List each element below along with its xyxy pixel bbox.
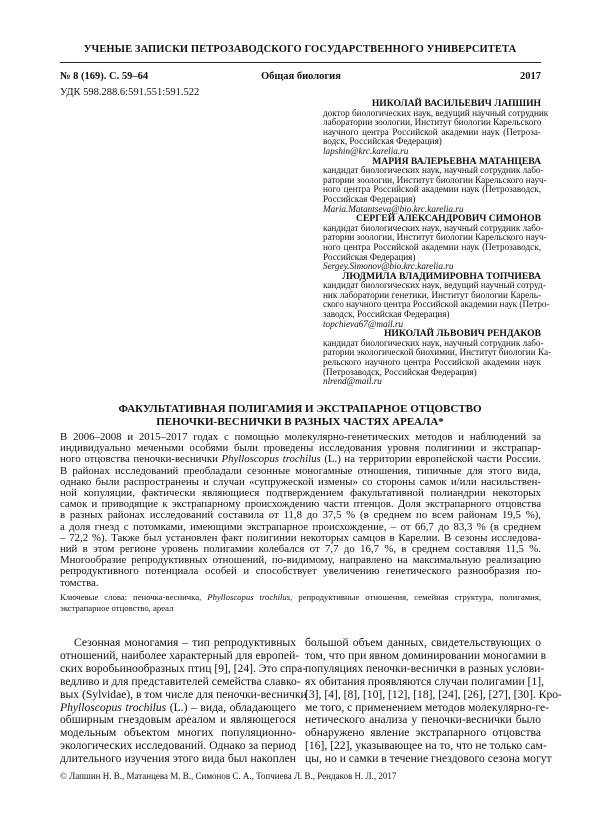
author-block	[323, 270, 550, 330]
text-line: ских воробьинообразных птиц [9], [24]. Это спра-	[60, 661, 307, 675]
text-line: кандидат биологических наук, научный сотрудник лабо-	[323, 222, 544, 233]
text-line: кандидат биологических наук, научный сотрудник лабо-	[323, 337, 544, 348]
body-column-left	[60, 636, 307, 766]
issue-number: № 8 (169). С. 59–64	[60, 71, 149, 82]
text-line: ме того, с применением методов молекулярно-ге-	[305, 700, 550, 714]
text-line: заводск, Российская Федерация)	[323, 309, 450, 320]
text-line: популяциях пеночки-веснички в разных услови-	[305, 661, 545, 675]
author-name: НИКОЛАЙ ЛЬВОВИЧ РЕНДАКОВ	[383, 328, 541, 340]
text-line: нетического анализа у пеночки-веснички было	[305, 713, 541, 727]
author-email[interactable]: lapshin@krc.karelia.ru	[323, 145, 409, 156]
author-email[interactable]: nlrend@mail.ru	[323, 376, 382, 387]
text-line: водск, Российская Федерация)	[323, 136, 442, 147]
text-line: кандидат биологических наук, научный сотрудник лабо-	[323, 165, 544, 176]
text-line: ратории зоологии, Институт биологии Карельского науч-	[323, 174, 547, 185]
text-line: репродуктивного потенциала особей и способствует увеличению генетического разнообразия по-	[60, 565, 541, 578]
text-line: ратории экологической биохимии, Институт биологии Ка-	[323, 347, 552, 358]
text-segment: Ключевые слова: пеночка-весничка,	[60, 592, 208, 602]
text-line: ний в этом регионе уровень полигамии колебался от 7,7 до 16,7 %, в среднем составляя 11,5 %.	[60, 543, 541, 556]
text-line: ратории зоологии, Институт биологии Карельского науч-	[323, 232, 547, 243]
text-line: [16], [22], указывающее на то, что не только сам-	[305, 739, 547, 753]
text-line: ведливо и для представителей семейства славко-	[60, 674, 301, 688]
text-line: однако были распространены и случаи «супружеской измены» со стороны самок и/или насильствен-	[60, 475, 541, 488]
text-line: ского научного центра Российской академии наук (Петро-	[323, 299, 550, 310]
text-line: большой объем данных, свидетельствующих о	[305, 636, 541, 649]
text-line: – 72,2 %). Также был установлен факт полигинии некоторых самцов в Карелии. В сезоны исследова-	[60, 531, 541, 544]
text-line: В районах исследований преобладали сезонные моногамные отношения, типичные для этого вида,	[60, 464, 541, 477]
author-email[interactable]: Maria.Matantseva@bio.krc.karelia.ru	[323, 203, 464, 214]
text-line: индивидуально мечеными особями были проведены исследования уровня полигинии и экстрапар-	[60, 442, 541, 455]
text-line: экстрапарное отцовство, ареал	[60, 602, 174, 613]
journal-title: УЧЕНЫЕ ЗАПИСКИ ПЕТРОЗАВОДСКОГО ГОСУДАРСТВЕННОГО УНИВЕРСИТЕТА	[83, 44, 517, 55]
text-line: ник лаборатории генетики, Институт биологии Карель-	[323, 289, 541, 300]
author-email[interactable]: topchieva67@mail.ru	[323, 318, 404, 329]
text-line: ного центра Российской академии наук (Петрозаводск,	[323, 184, 541, 195]
text-line: Российская Федерация)	[323, 251, 416, 262]
text-line: а доля гнезд с потомками, имеющими экстрапарное происхождение, – от 66,7 до 83,3 % (в среднем	[60, 520, 541, 533]
text-line: цы, но и самки в течение гнездового сезона могут	[305, 752, 552, 766]
author-affiliation	[323, 337, 552, 377]
author-affiliation	[323, 222, 547, 262]
text-line: В 2006–2008 и 2015–2017 годах с помощью молекулярно-генетических методов и наблюдений за	[60, 431, 541, 443]
species-name: Phylloscopus trochilus	[207, 592, 291, 602]
title-line: ФАКУЛЬТАТИВНАЯ ПОЛИГАМИЯ И ЭКСТРАПАРНОЕ ОТЦОВСТВО	[118, 403, 482, 415]
text-segment: ного отцовства пеночки-веснички	[60, 453, 222, 466]
header-rule	[60, 62, 541, 63]
author-affiliation	[323, 280, 550, 320]
text-line: рельского научного центра Российской академии наук	[323, 357, 541, 368]
author-block	[323, 213, 547, 272]
text-line: в разных районах исследований составила от 11,8 до 37,5 % (в среднем по всем районам 19,5 %),	[60, 509, 541, 522]
author-email[interactable]: Sergey.Simonov@bio.krc.karelia.ru	[323, 261, 454, 272]
text-line: ях обитания проявляются случаи полигамии [1],	[305, 674, 544, 688]
text-line: научного центра Российской академии наук (Петроза-	[323, 126, 541, 137]
text-line: лаборатории зоологии, Институт биологии Карельского	[323, 117, 542, 128]
udk-code: УДК 598.288.6:591.551:591.522	[60, 87, 200, 98]
species-name: Phylloscopus trochilus	[221, 453, 321, 466]
author-affiliation	[323, 107, 549, 147]
text-segment: , репродуктивные отношения, семейная структура, полигамия,	[290, 592, 541, 602]
text-line: том, что при явном доминировании моногамии в	[305, 648, 547, 662]
text-line: ной копуляции, фактически являющиеся подтверждением факультативной полиандрии некоторых	[60, 487, 541, 500]
text-line: [3], [4], [8], [10], [12], [18], [24], [26], [27], [30]. Кро-	[305, 687, 562, 701]
author-name: ЛЮДМИЛА ВЛАДИМИРОВНА ТОПЧИЕВА	[342, 270, 541, 282]
year: 2017	[520, 71, 541, 82]
author-affiliation	[323, 165, 547, 204]
text-line: отношений, наиболее характерный для европей-	[60, 648, 300, 662]
keywords	[60, 592, 541, 613]
text-line: обширным гнездовым ареалом и являющегося	[60, 713, 296, 727]
species-name: Phylloscopus trochilus	[60, 700, 167, 714]
text-line	[60, 592, 541, 603]
author-name: МАРИЯ ВАЛЕРЬЕВНА МАТАНЦЕВА	[372, 155, 541, 167]
text-line: (Петрозаводск, Российская Федерация)	[323, 366, 477, 377]
text-segment: (L.) – вида, обладающего	[166, 700, 296, 714]
title-line: ПЕНОЧКИ-ВЕСНИЧКИ В РАЗНЫХ ЧАСТЯХ АРЕАЛА*	[156, 416, 444, 428]
author-name: СЕРГЕЙ АЛЕКСАНДРОВИЧ СИМОНОВ	[356, 213, 541, 225]
article-title	[0, 403, 600, 429]
abstract	[60, 432, 541, 589]
text-line: доктор биологических наук, ведущий научный сотрудник	[323, 107, 549, 118]
text-line	[60, 454, 541, 465]
text-line: самок и приводящие к экстрапарному происхождению части птенцов. Доля экстрапарного отцовства	[60, 498, 541, 511]
text-line: длительного изучения этого вида был накоплен	[60, 752, 296, 766]
text-line: томства.	[60, 576, 99, 589]
author-name: НИКОЛАЙ ВАСИЛЬЕВИЧ ЛАПШИН	[371, 98, 541, 109]
text-line: экологических исследований. Однако за период	[60, 739, 296, 753]
text-line: ного центра Российской академии наук (Петрозаводск,	[323, 241, 541, 252]
text-segment: (L.) на территории европейской части России.	[320, 453, 541, 466]
issue-meta	[60, 71, 541, 85]
author-block	[323, 328, 552, 387]
text-line: кандидат биологических наук, ведущий научный сотруд-	[323, 280, 546, 291]
author-block	[323, 98, 549, 157]
author-list	[323, 98, 552, 387]
text-line: модельным объектом многих популяционно-	[60, 726, 296, 740]
author-block	[323, 155, 547, 215]
text-line: Многообразие репродуктивных отношений, по-видимому, направлено на максимальную реализацию	[60, 554, 541, 567]
body-column-right	[305, 636, 562, 766]
text-line: Российская Федерация)	[323, 193, 416, 204]
text-line: Сезонная моногамия – тип репродуктивных	[74, 636, 296, 649]
section-name: Общая биология	[261, 71, 341, 82]
copyright: © Лапшин Н. В., Матанцева М. В., Симонов С. А., Топчиева Л. В., Рендаков Н. Л., 2017	[60, 771, 397, 781]
text-line: обнаружено явление экстрапарного отцовства	[305, 726, 541, 740]
text-line: вых (Sylvidae), в том числе для пеночки-веснички	[60, 687, 307, 701]
